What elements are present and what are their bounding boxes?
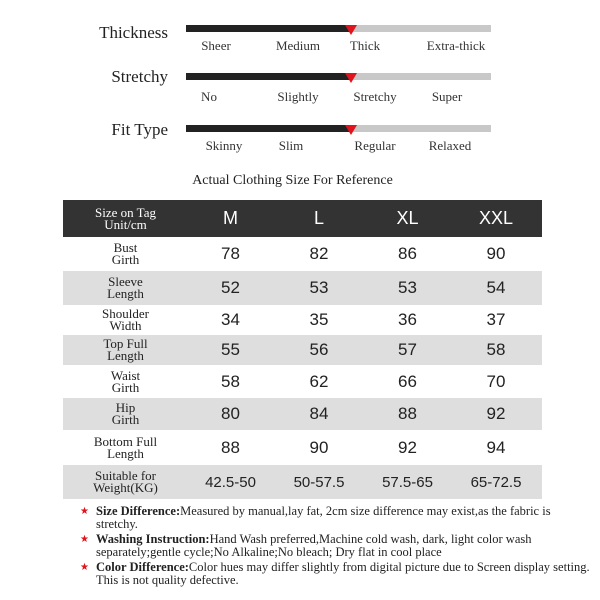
fit-type-option: Regular [354, 138, 396, 153]
table-cell: 90 [309, 437, 329, 457]
table-cell: 90 [486, 244, 506, 263]
row-label [63, 237, 188, 271]
star-icon: ★ [80, 506, 89, 517]
row-label-line1: Hip [115, 400, 136, 415]
stretchy-scale [0, 67, 600, 120]
table-cell: 50-57.5 [293, 473, 345, 491]
table-row [63, 237, 542, 271]
stretchy-label: Stretchy [111, 67, 168, 86]
fit-type-option: Relaxed [428, 138, 472, 153]
table-cell: 42.5-50 [205, 473, 256, 491]
stretchy-bar [186, 73, 491, 80]
header-label-cell [63, 200, 188, 237]
table-row [63, 271, 542, 305]
table-cell: 94 [486, 437, 506, 457]
table-cell: 62 [309, 371, 329, 391]
stretchy-bar-fill [186, 73, 351, 80]
table-cell: 54 [486, 278, 506, 297]
note-color-difference [80, 561, 595, 586]
row-label-line1: Suitable for [94, 468, 156, 483]
row-label-line2: Weight(KG) [93, 480, 158, 495]
table-cell: 35 [309, 310, 329, 329]
table-cell: 36 [398, 310, 417, 329]
table-cell: 57.5-65 [382, 473, 433, 491]
table-row [63, 430, 542, 465]
row-label [63, 335, 188, 365]
row-label-line1: Bust [113, 240, 138, 255]
row-label-line1: Waist [110, 367, 141, 383]
thickness-bar [186, 25, 491, 32]
table-cell: 82 [309, 244, 329, 263]
row-label-line1: Sleeve [108, 274, 143, 289]
size-header: XL [396, 208, 419, 228]
stretchy-option: Slightly [277, 89, 319, 104]
table-cell: 34 [221, 310, 240, 329]
star-icon: ★ [80, 534, 89, 545]
stretchy-option: No [201, 89, 217, 104]
row-label-line2: Girth [111, 412, 140, 427]
row-label-line2: Length [107, 348, 144, 363]
table-row [63, 365, 542, 398]
row-label [63, 365, 188, 398]
header-label-line1: Size on Tag [95, 204, 156, 220]
table-cell: 53 [309, 278, 329, 297]
table-row [63, 398, 542, 430]
table-cell: 92 [398, 437, 417, 457]
fit-type-marker-icon [345, 125, 357, 135]
table-cell: 65-72.5 [470, 473, 522, 491]
table-row [63, 335, 542, 365]
fit-type-option: Slim [278, 138, 304, 153]
row-label-line2: Girth [111, 252, 140, 267]
thickness-marker-icon [345, 25, 357, 35]
row-label [63, 271, 188, 305]
table-cell: 57 [398, 340, 417, 359]
fit-type-bar-fill [186, 125, 351, 132]
fit-type-bar [186, 125, 491, 132]
row-label [63, 305, 188, 335]
fit-type-scale [0, 120, 600, 170]
table-cell: 56 [309, 340, 329, 359]
row-label-line2: Length [107, 445, 144, 461]
note-size-difference [80, 505, 595, 530]
table-cell: 53 [398, 278, 417, 297]
thickness-scale [0, 20, 600, 70]
thickness-bar-fill [186, 25, 351, 32]
table-cell: 37 [486, 310, 506, 329]
note-title: Color Difference: [96, 560, 189, 574]
star-icon: ★ [80, 562, 89, 573]
row-label-line2: Girth [111, 379, 140, 395]
thickness-option: Medium [275, 38, 321, 53]
stretchy-option: Super [431, 89, 463, 104]
table-cell: 86 [398, 244, 417, 263]
reference-title: Actual Clothing Size For Reference [192, 173, 393, 188]
stretchy-option: Stretchy [353, 89, 397, 104]
row-label-line1: Bottom Full [93, 433, 158, 449]
table-cell: 80 [221, 404, 240, 423]
table-cell: 88 [221, 437, 240, 457]
note-title: Size Difference: [96, 504, 181, 518]
table-cell: 70 [486, 371, 506, 391]
note-washing-instruction [80, 533, 595, 558]
size-header: M [223, 208, 238, 228]
table-cell: 88 [398, 404, 417, 423]
note-text: Measured by manual,lay fat, 2cm size difference may exist,as the fabric is stretchy. [96, 504, 551, 531]
row-label-line2: Width [109, 318, 142, 333]
fit-type-label: Fit Type [111, 120, 168, 139]
thickness-option: Thick [349, 38, 381, 53]
table-cell: 58 [221, 371, 240, 391]
table-cell: 52 [221, 278, 240, 297]
stretchy-marker-icon [345, 73, 357, 83]
table-cell: 66 [398, 371, 417, 391]
table-cell: 78 [221, 244, 240, 263]
note-text: Color hues may differ slightly from digital picture due to Screen display setting. This is not quality defective. [96, 560, 590, 587]
fit-type-option: Skinny [205, 138, 243, 153]
row-label-line2: Length [107, 286, 144, 301]
row-label [63, 398, 188, 430]
table-cell: 55 [221, 340, 240, 359]
note-text: Hand Wash preferred,Machine cold wash, dark, light color wash separately;gentle cycle;No Alkaline;No bleach; Dry flat in cool place [96, 532, 532, 559]
table-row [63, 465, 542, 499]
row-label [63, 430, 188, 465]
table-cell: 58 [486, 340, 506, 359]
row-label-line1: Top Full [103, 336, 148, 351]
size-header: L [313, 208, 324, 228]
note-title: Washing Instruction: [96, 532, 210, 546]
header-label-line2: Unit/cm [104, 216, 147, 232]
table-header-row [63, 200, 542, 237]
notes-list [80, 505, 595, 589]
thickness-label: Thickness [99, 23, 168, 42]
table-cell: 92 [486, 404, 506, 423]
row-label [63, 465, 188, 499]
row-label-line1: Shoulder [102, 306, 149, 321]
size-header: XXL [478, 208, 514, 228]
thickness-option: Sheer [201, 38, 231, 53]
thickness-option: Extra-thick [426, 38, 486, 53]
table-row [63, 305, 542, 335]
table-cell: 84 [309, 404, 329, 423]
